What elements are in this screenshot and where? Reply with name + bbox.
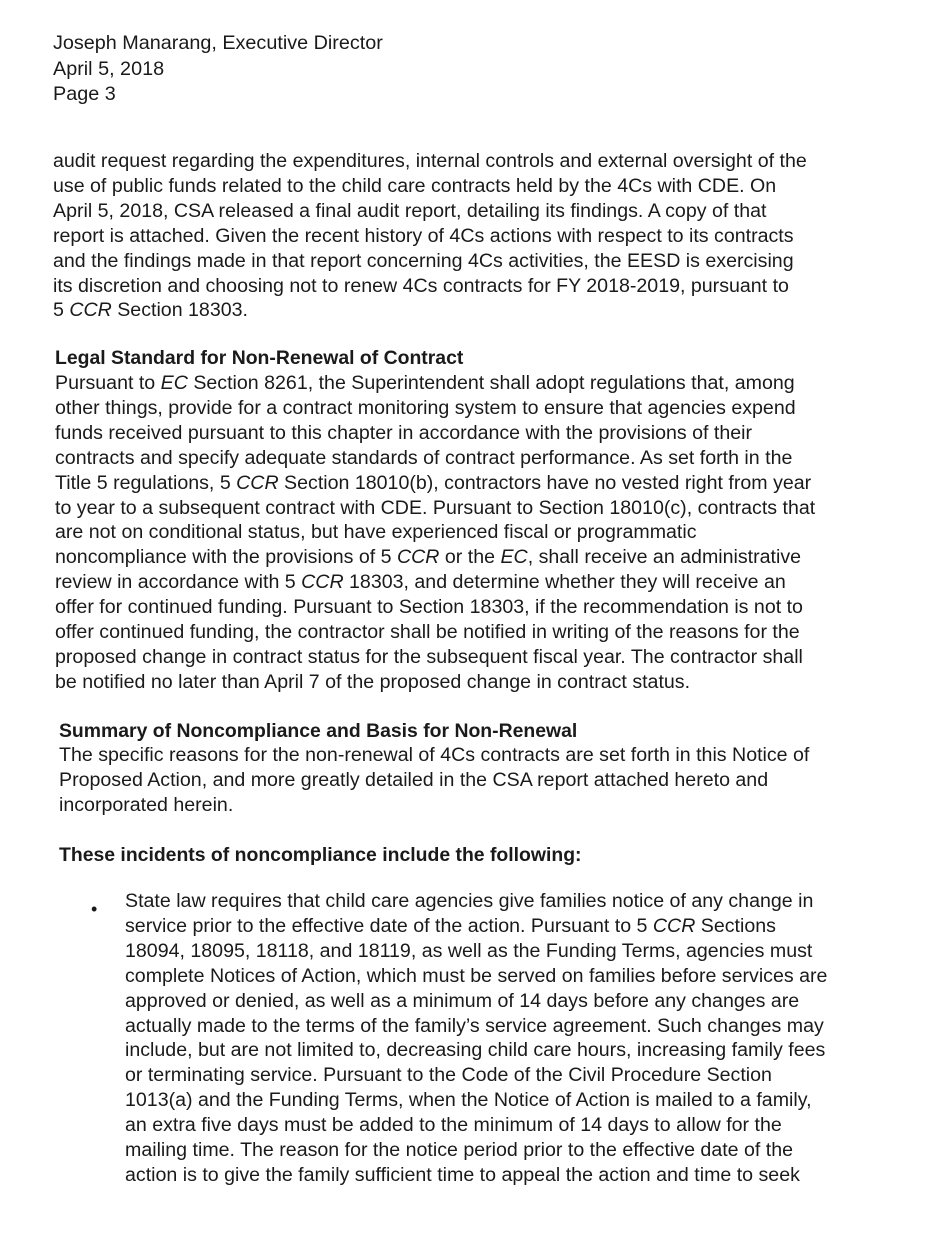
summary-line: incorporated herein. (59, 793, 234, 816)
bullet-line: actually made to the terms of the family’s service agreement. Such changes may (125, 1014, 824, 1037)
date-line: April 5, 2018 (53, 57, 165, 80)
page-number: Page 3 (53, 83, 116, 105)
incident-bullet-item (125, 889, 827, 1188)
bullet-line: 1013(a) and the Funding Terms, when the Notice of Action is mailed to a family, (125, 1089, 812, 1112)
bullet-line: action is to give the family sufficient time to appeal the action and time to seek (125, 1163, 800, 1186)
summary-heading: Summary of Noncompliance and Basis for Non-Renewal (59, 720, 578, 742)
bullet-line: complete Notices of Action, which must be served on families before services are (125, 964, 828, 987)
legal-line: to year to a subsequent contract with CDE. Pursuant to Section 18010(c), contracts that (55, 496, 816, 519)
summary-line: Proposed Action, and more greatly detailed in the CSA report attached hereto and (59, 768, 769, 791)
bullet-line: 18094, 18095, 18118, and 18119, as well as the Funding Terms, agencies must (125, 939, 813, 962)
legal-line: be notified no later than April 7 of the proposed change in contract status. (55, 670, 691, 693)
legal-line: noncompliance with the provisions of 5 CCR or the EC, shall receive an administrative (55, 546, 802, 569)
legal-line: offer continued funding, the contractor shall be notified in writing of the reasons for the (55, 621, 800, 644)
legal-line: Title 5 regulations, 5 CCR Section 18010(b), contractors have no vested right from year (55, 471, 812, 494)
intro-line: and the findings made in that report concerning 4Cs activities, the EESD is exercising (53, 249, 794, 272)
intro-line: audit request regarding the expenditures, internal controls and external oversight of the (53, 150, 807, 172)
legal-standard-paragraph (55, 371, 815, 695)
legal-standard-heading: Legal Standard for Non-Renewal of Contract (55, 347, 464, 369)
bullet-line: include, but are not limited to, decreasing child care hours, increasing family fees (125, 1039, 826, 1062)
legal-line: review in accordance with 5 CCR 18303, and determine whether they will receive an (55, 571, 786, 594)
intro-line: 5 CCR Section 18303. (53, 299, 248, 322)
legal-line: Pursuant to EC Section 8261, the Superintendent shall adopt regulations that, among (55, 372, 795, 394)
legal-line: contracts and specify adequate standards of contract performance. As set forth in the (55, 446, 793, 469)
letter-header (53, 31, 383, 108)
bullet-line: service prior to the effective date of the action. Pursuant to 5 CCR Sections (125, 914, 776, 937)
bullet-line: or terminating service. Pursuant to the Code of the Civil Procedure Section (125, 1064, 772, 1087)
legal-line: other things, provide for a contract monitoring system to ensure that agencies expend (55, 396, 796, 419)
intro-line: report is attached. Given the recent history of 4Cs actions with respect to its contracts (53, 224, 794, 247)
incidents-heading: These incidents of noncompliance include the following: (59, 844, 582, 866)
bullet-line: approved or denied, as well as a minimum of 14 days before any changes are (125, 989, 800, 1012)
intro-paragraph (53, 149, 807, 323)
bullet-line: State law requires that child care agencies give families notice of any change in (125, 890, 814, 912)
legal-line: funds received pursuant to this chapter in accordance with the provisions of their (55, 421, 753, 444)
legal-line: proposed change in contract status for the subsequent fiscal year. The contractor shall (55, 645, 803, 668)
recipient-line: Joseph Manarang, Executive Director (53, 32, 383, 54)
intro-line: April 5, 2018, CSA released a final audit report, detailing its findings. A copy of that (53, 199, 767, 222)
bullet-line: mailing time. The reason for the notice period prior to the effective date of the (125, 1139, 794, 1162)
legal-line: are not on conditional status, but have experienced fiscal or programmatic (55, 521, 697, 544)
summary-paragraph (59, 743, 809, 818)
legal-line: offer for continued funding. Pursuant to Section 18303, if the recommendation is not to (55, 596, 803, 619)
bullet-icon: • (91, 899, 98, 919)
intro-line: use of public funds related to the child care contracts held by the 4Cs with CDE. On (53, 174, 777, 197)
bullet-line: an extra five days must be added to the minimum of 14 days to allow for the (125, 1114, 782, 1137)
summary-line: The specific reasons for the non-renewal of 4Cs contracts are set forth in this Notice of (59, 744, 810, 766)
intro-line: its discretion and choosing not to renew 4Cs contracts for FY 2018-2019, pursuant to (53, 274, 789, 297)
